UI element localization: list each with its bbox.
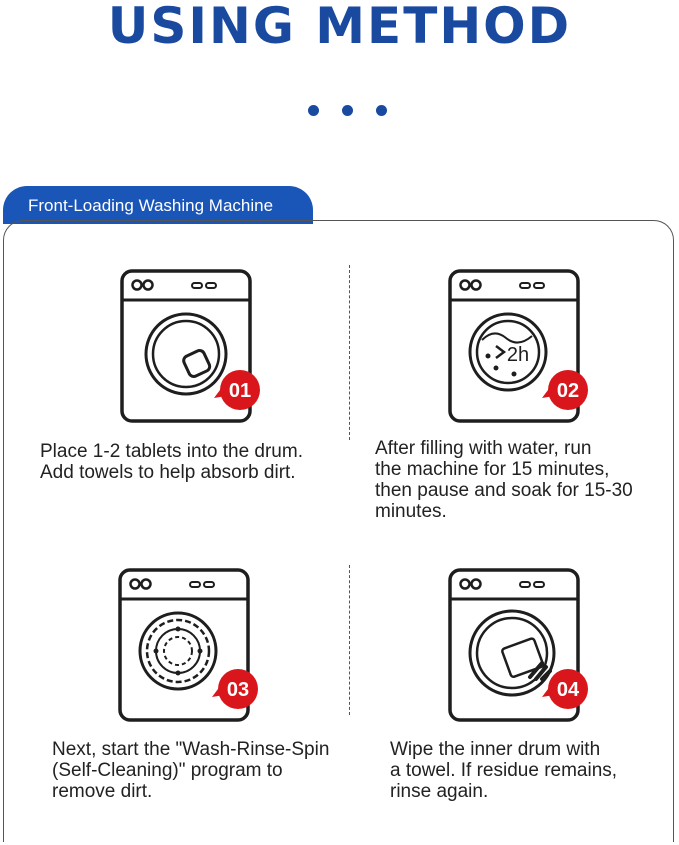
washing-machine-spin-icon xyxy=(116,567,266,727)
step-description-line: the machine for 15 minutes, xyxy=(375,459,610,480)
step-number-badge: 03 xyxy=(226,679,250,701)
step-description-line: Place 1-2 tablets into the drum. xyxy=(40,441,303,462)
dot xyxy=(342,105,353,116)
washing-machine-wipe-icon xyxy=(446,567,596,727)
step-number-badge: 01 xyxy=(228,380,252,402)
washing-machine-soak-icon xyxy=(446,268,596,428)
step-description-line: Wipe the inner drum with xyxy=(390,739,601,760)
step-number-badge: 04 xyxy=(556,679,580,701)
dot xyxy=(376,105,387,116)
step-description-line: rinse again. xyxy=(390,781,489,802)
step-description xyxy=(375,438,665,522)
soak-duration-label: 2h xyxy=(506,344,530,366)
step-description xyxy=(40,441,340,483)
step-description-line: Next, start the "Wash-Rinse-Spin xyxy=(52,739,330,760)
dot xyxy=(308,105,319,116)
washing-machine-tablet-icon xyxy=(118,268,268,428)
step-description-line: Add towels to help absorb dirt. xyxy=(40,462,296,483)
step-description-line: remove dirt. xyxy=(52,781,153,802)
page-title: USING METHOD xyxy=(107,0,572,55)
step-description-line: (Self-Cleaning)" program to xyxy=(52,760,283,781)
step-description xyxy=(390,739,670,802)
column-divider xyxy=(349,265,350,440)
section-tab-label: Front-Loading Washing Machine xyxy=(28,196,274,215)
decorative-dots xyxy=(0,105,679,119)
step-description-line: After filling with water, run xyxy=(375,438,592,459)
step-description-line: a towel. If residue remains, xyxy=(390,760,618,781)
step-description-line: then pause and soak for 15-30 xyxy=(375,480,633,501)
step-description xyxy=(52,739,342,802)
step-number-badge: 02 xyxy=(556,380,580,402)
step-description-line: minutes. xyxy=(375,501,447,522)
column-divider xyxy=(349,565,350,715)
